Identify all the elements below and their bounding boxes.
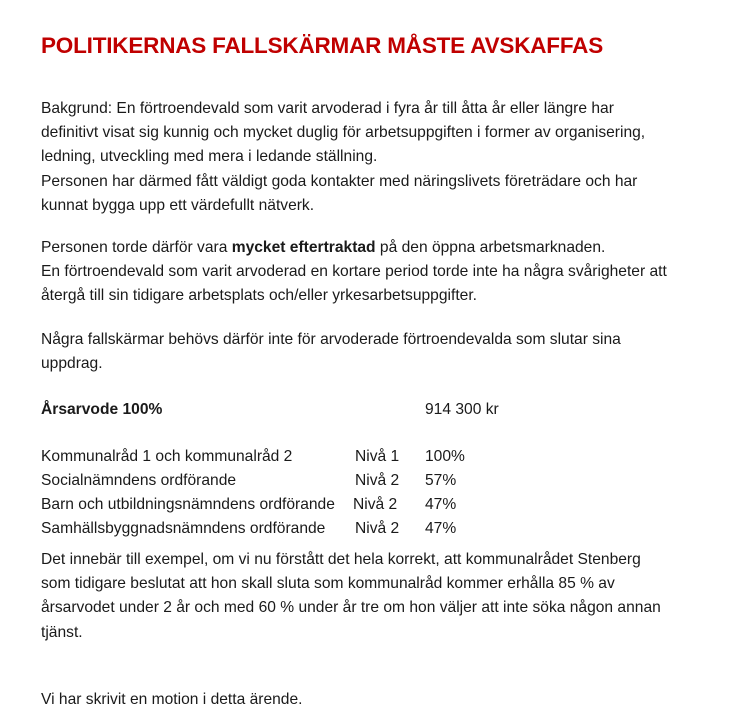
- conclusion-paragraph: [41, 328, 621, 376]
- salary-amount: 914 300 kr: [425, 401, 499, 418]
- text-line: Det innebär till exempel, om vi nu förstått det hela korrekt, att kommunalrådet Stenberg: [41, 551, 641, 568]
- role-name: Samhällsbyggnadsnämndens ordförande: [41, 520, 326, 537]
- role-percent: 100%: [425, 448, 465, 465]
- text-line: återgå till sin tidigare arbetsplats och/eller yrkesarbetsuppgifter.: [41, 287, 477, 305]
- role-percent: 47%: [425, 496, 457, 513]
- role-row: [41, 517, 721, 541]
- salary-row: [41, 398, 721, 422]
- closing-paragraph: [41, 688, 302, 712]
- text-line: Personen har därmed fått väldigt goda kontakter med näringslivets företrädare och har: [41, 172, 638, 190]
- role-row: [41, 469, 721, 493]
- text-line: kunnat bygga upp ett värdefullt nätverk.: [41, 196, 315, 214]
- text-line: En förtroendevald som varit arvoderad en kortare period torde inte ha några svårigheter att: [41, 263, 667, 281]
- text-line: definitivt visat sig kunnig och mycket duglig för arbetsuppgiften i former av organisering,: [41, 124, 646, 142]
- role-level: Nivå 2: [355, 520, 400, 537]
- example-paragraph: [41, 548, 661, 645]
- role-name: Barn och utbildningsnämndens ordförande: [41, 496, 335, 513]
- role-level: Nivå 2: [355, 472, 400, 489]
- text-line: Vi har skrivit en motion i detta ärende.: [41, 691, 303, 708]
- text-segment: på den öppna arbetsmarknaden.: [375, 239, 606, 256]
- salary-label: Årsarvode 100%: [41, 401, 163, 418]
- text-line: som tidigare beslutat att hon skall sluta som kommunalråd kommer erhålla 85 % av: [41, 575, 615, 593]
- role-name: Socialnämndens ordförande: [41, 472, 237, 489]
- role-percent: 47%: [425, 520, 457, 537]
- text-line: Några fallskärmar behövs därför inte för arvoderade förtroendevalda som slutar sina: [41, 331, 621, 348]
- background-paragraph: [41, 97, 645, 218]
- role-level: Nivå 2: [353, 496, 398, 513]
- text-line: tjänst.: [41, 623, 83, 641]
- role-row: [41, 493, 721, 517]
- role-name: Kommunalråd 1 och kommunalråd 2: [41, 448, 293, 465]
- document-title: POLITIKERNAS FALLSKÄRMAR MÅSTE AVSKAFFAS: [41, 33, 604, 58]
- demand-paragraph: [41, 236, 667, 309]
- text-line: Bakgrund: En förtroendevald som varit arvoderad i fyra år till åtta år eller längre har: [41, 100, 614, 117]
- text-line: ledning, utveckling med mera i ledande ställning.: [41, 148, 378, 166]
- text-line: [41, 236, 667, 260]
- text-line: årsarvodet under 2 år och med 60 % under år tre om hon väljer att inte söka någon annan: [41, 599, 661, 617]
- text-line: uppdrag.: [41, 355, 103, 373]
- role-percent: 57%: [425, 472, 457, 489]
- role-row: [41, 445, 721, 469]
- role-level: Nivå 1: [355, 448, 400, 465]
- text-segment: Personen torde därför vara: [41, 239, 232, 256]
- emphasis-text: mycket eftertraktad: [231, 239, 376, 256]
